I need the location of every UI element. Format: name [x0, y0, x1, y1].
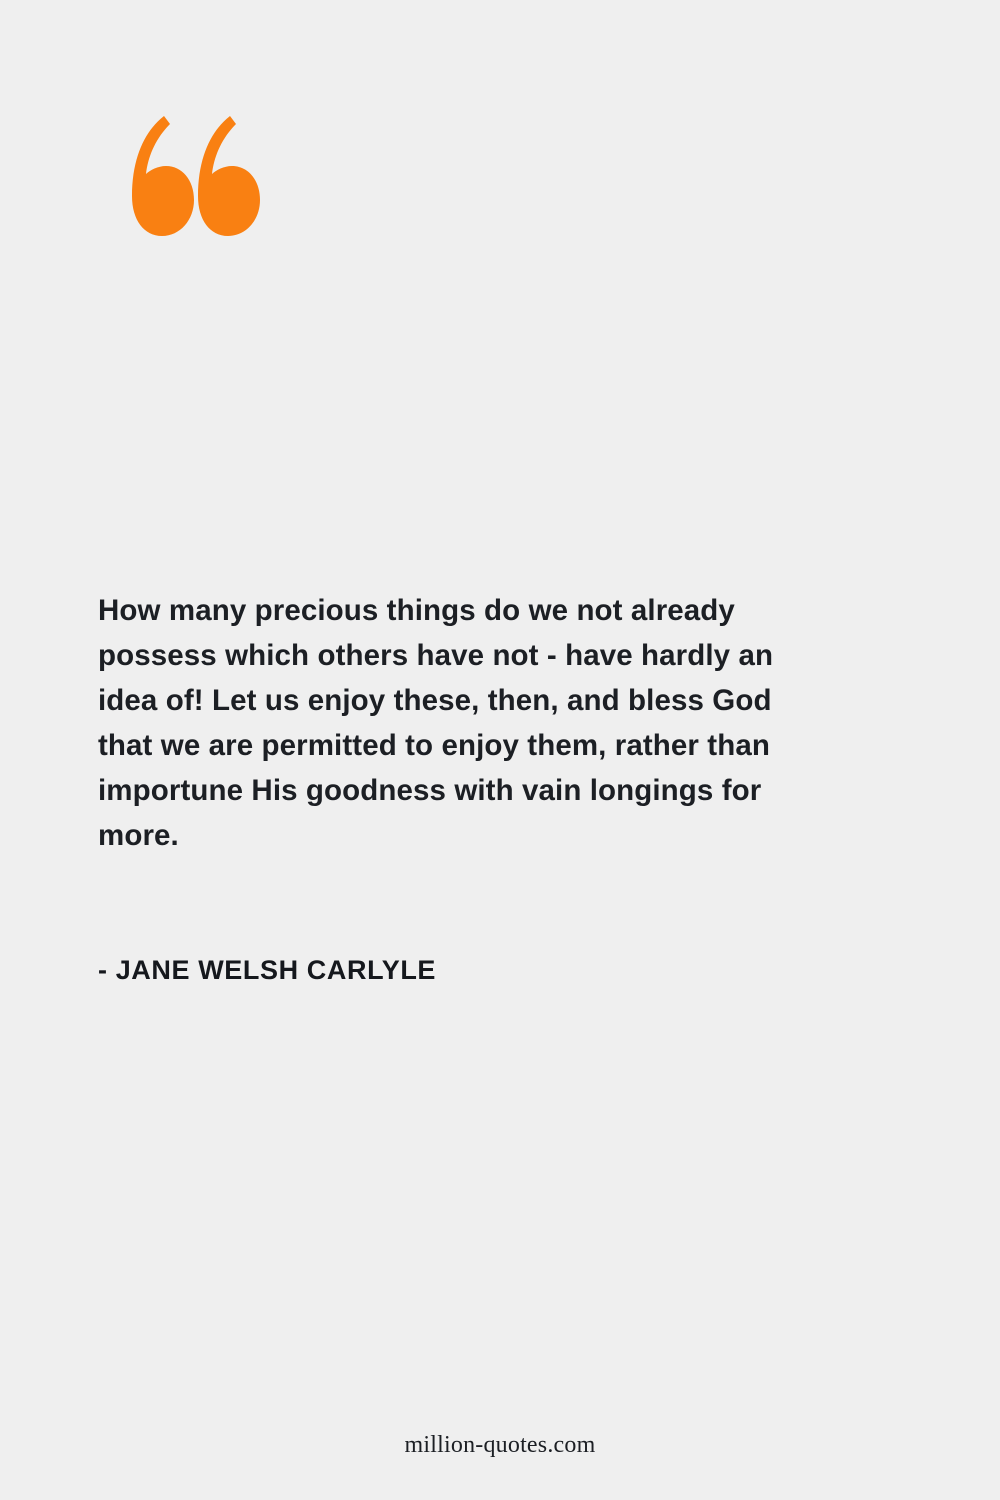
site-url-link[interactable]: million-quotes.com [404, 1432, 596, 1458]
quote-author: - JANE WELSH CARLYLE [98, 955, 437, 985]
double-quote-icon [88, 104, 268, 284]
quote-text: How many precious things do we not already possess which others have not - have hardly an idea of! Let us enjoy these, then, and bless God that we are permitted to enjoy them, rather than importune His goodness with vain longings for more. [98, 594, 774, 852]
footer [0, 1432, 1000, 1459]
quote-body [98, 588, 788, 858]
